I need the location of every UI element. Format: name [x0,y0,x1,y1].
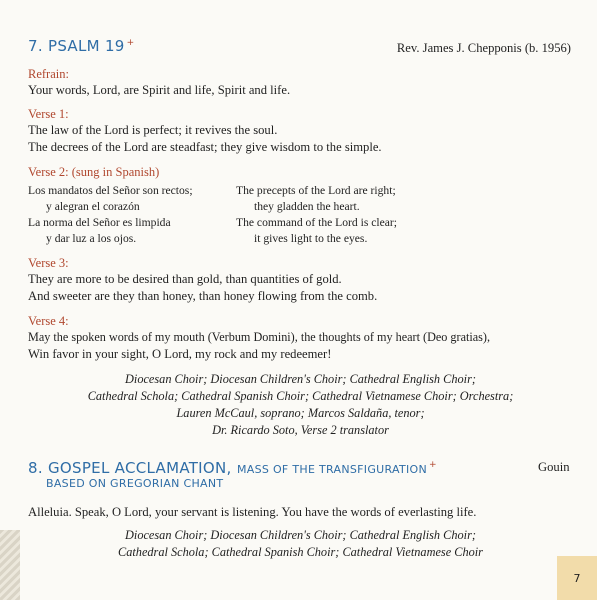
verse4-label: Verse 4: [28,314,69,328]
gospel-subtitle: MASS OF THE TRANSFIGURATION [237,463,428,476]
spanish-line: y alegran el corazón [46,200,140,213]
psalm-credits [28,371,573,439]
english-line: The precepts of the Lord are right; [236,184,396,197]
psalm-title: 7. PSALM 19 + [28,37,135,55]
verse3-line: They are more to be desired than gold, than quantities of gold. [28,272,342,286]
verse1-label: Verse 1: [28,107,69,121]
verse2-block [28,165,159,180]
verse2-spanish [28,183,193,247]
verse3-label: Verse 3: [28,256,69,270]
verse4-line: Win favor in your sight, O Lord, my rock and my redeemer! [28,347,332,361]
plus-mark: + [429,459,437,470]
verse1-line: The law of the Lord is perfect; it revives the soul. [28,123,278,137]
verse3-block [28,256,377,305]
spanish-line: Los mandatos del Señor son rectos; [28,184,193,197]
spanish-line: y dar luz a los ojos. [46,232,137,245]
verse3-line: And sweeter are they than honey, than honey flowing from the comb. [28,289,378,303]
psalm-composer: Rev. James J. Chepponis (b. 1956) [396,41,571,55]
gospel-composer: Gouin [538,460,570,474]
verse1-line: The decrees of the Lord are steadfast; they give wisdom to the simple. [28,140,382,154]
refrain-line: Your words, Lord, are Spirit and life, Spirit and life. [28,83,291,97]
credits-line: Diocesan Choir; Diocesan Children's Choir; Cathedral English Choir; [125,528,476,542]
page-number: 7 [557,556,597,600]
english-line: The command of the Lord is clear; [236,216,397,229]
credits-line: Cathedral Schola; Cathedral Spanish Choir; Cathedral Vietnamese Choir; Orchestra; [87,389,514,403]
gospel-text: Alleluia. Speak, O Lord, your servant is listening. You have the words of everlasting life. [28,505,477,519]
plus-mark: + [126,38,135,48]
credits-line: Lauren McCaul, soprano; Marcos Saldaña, tenor; [176,406,425,420]
credits-line: Diocesan Choir; Diocesan Children's Choir; Cathedral English Choir; [125,372,476,386]
refrain-label: Refrain: [28,67,69,81]
refrain-block [28,67,290,99]
credits-line: Dr. Ricardo Soto, Verse 2 translator [212,423,389,437]
verse1-block [28,107,382,156]
gospel-credits [28,527,573,561]
verse4-block [28,314,490,363]
credits-line: Cathedral Schola; Cathedral Spanish Choir; Cathedral Vietnamese Choir [118,545,483,559]
english-line: they gladden the heart. [254,200,360,213]
gospel-subtitle-2: BASED ON GREGORIAN CHANT [46,477,224,490]
gospel-title: 8. GOSPEL ACCLAMATION, MASS OF THE TRANSFIGURATION + [28,459,437,477]
decorative-border [0,530,20,600]
verse2-english [236,183,397,247]
verse2-label: Verse 2: (sung in Spanish) [28,165,160,179]
spanish-line: La norma del Señor es limpida [28,216,171,229]
verse4-line: May the spoken words of my mouth (Verbum Domini), the thoughts of my heart (Deo gratias), [28,330,491,344]
english-line: it gives light to the eyes. [254,232,368,245]
